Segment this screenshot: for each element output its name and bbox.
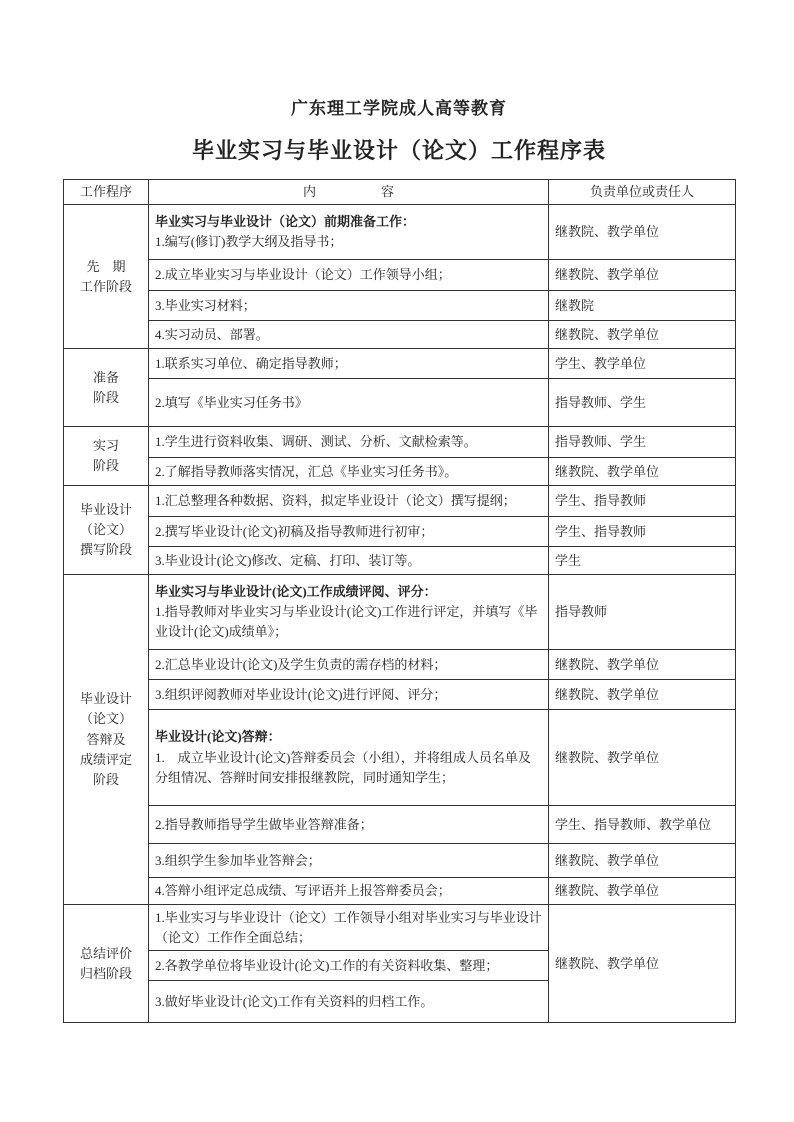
table-row (64, 878, 736, 905)
table-row (64, 905, 736, 951)
stage-line: 准备 (92, 369, 119, 385)
responsible-cell: 继教院、教学单位 (549, 458, 736, 486)
stage-line: 阶段 (92, 389, 119, 405)
table-row (64, 680, 736, 710)
responsible-cell-merged: 继教院、教学单位 (549, 905, 736, 1023)
stage-line: 阶段 (92, 771, 119, 787)
content-cell: 1.毕业实习与毕业设计（论文）工作领导小组对毕业实习与毕业设计（论文）工作作全面总结； (149, 905, 549, 951)
responsible-cell: 学生、指导教师 (549, 486, 736, 517)
table-row (64, 486, 736, 517)
procedure-table (63, 179, 736, 1023)
stage-line: （论文） (79, 522, 132, 538)
responsible-cell: 继教院、教学单位 (549, 650, 736, 680)
content-cell: 2.了解指导教师落实情况，汇总《毕业实习任务书》。 (149, 458, 549, 486)
stage-thesis-writing (64, 486, 149, 575)
content-cell: 2.填写《毕业实习任务书》 (149, 379, 549, 427)
table-row (64, 427, 736, 458)
content-cell (149, 205, 549, 260)
responsible-cell: 指导教师、学生 (549, 379, 736, 427)
stage-line: 撰写阶段 (79, 542, 132, 558)
content-cell: 4.答辩小组评定总成绩、写评语并上报答辩委员会； (149, 878, 549, 905)
stage-line: 阶段 (92, 458, 119, 474)
content-cell: 2.成立毕业实习与毕业设计（论文）工作领导小组； (149, 260, 549, 291)
content-cell: 2.汇总毕业设计(论文)及学生负责的需存档的材料； (149, 650, 549, 680)
content-cell: 1.学生进行资料收集、调研、测试、分析、文献检索等。 (149, 427, 549, 458)
table-row (64, 575, 736, 650)
content-cell: 2.指导教师指导学生做毕业答辩准备； (149, 806, 549, 844)
stage-line: 总结评价 (79, 945, 132, 961)
table-row (64, 844, 736, 878)
stage-line: 毕业设计 (79, 501, 132, 517)
table-row (64, 458, 736, 486)
responsible-cell: 继教院 (549, 291, 736, 321)
table-header-row (64, 180, 736, 205)
content-cell: 2.撰写毕业设计(论文)初稿及指导教师进行初审； (149, 517, 549, 547)
table-row (64, 517, 736, 547)
responsible-cell: 继教院、教学单位 (549, 680, 736, 710)
content-cell: 1.联系实习单位、确定指导教师； (149, 349, 549, 379)
table-row (64, 710, 736, 806)
responsible-cell: 指导教师 (549, 575, 736, 650)
table-row (64, 205, 736, 260)
stage-internship (64, 427, 149, 486)
responsible-cell: 继教院、教学单位 (549, 205, 736, 260)
stage-preparation (64, 349, 149, 427)
stage-line: 实习 (92, 438, 119, 453)
stage-line: 成绩评定 (79, 751, 132, 767)
table-row (64, 806, 736, 844)
table-row (64, 547, 736, 575)
table-row (64, 349, 736, 379)
content-cell: 3.毕业实习材料； (149, 291, 549, 321)
content-cell: 1.汇总整理各种数据、资料，拟定毕业设计（论文）撰写提纲； (149, 486, 549, 517)
stage-line: （论文） (79, 711, 132, 727)
content-text: 1.编写(修订)教学大纲及指导书； (155, 234, 343, 250)
stage-line: 先 期 (86, 258, 126, 274)
column-header-content: 内 容 (149, 180, 549, 205)
responsible-cell: 继教院、教学单位 (549, 878, 736, 905)
column-header-procedure: 工作程序 (64, 180, 149, 205)
content-bold-heading: 毕业实习与毕业设计（论文）前期准备工作： (155, 214, 416, 229)
responsible-cell: 学生 (549, 547, 736, 575)
page-title: 毕业实习与毕业设计（论文）工作程序表 (191, 138, 606, 163)
stage-line: 工作阶段 (79, 278, 132, 294)
table-row (64, 321, 736, 349)
responsible-cell: 继教院、教学单位 (549, 844, 736, 878)
content-cell (149, 575, 549, 650)
responsible-cell: 继教院、教学单位 (549, 321, 736, 349)
responsible-cell: 继教院、教学单位 (549, 260, 736, 291)
stage-line: 答辩及 (86, 731, 126, 747)
table-row (64, 260, 736, 291)
content-cell: 3.组织评阅教师对毕业设计(论文)进行评阅、评分； (149, 680, 549, 710)
stage-early-period (64, 205, 149, 349)
stage-line: 毕业设计 (79, 691, 132, 707)
content-cell: 3.做好毕业设计(论文)工作有关资料的归档工作。 (149, 981, 549, 1023)
responsible-cell: 指导教师、学生 (549, 427, 736, 458)
content-bold-heading: 毕业设计(论文)答辩： (155, 729, 281, 745)
content-cell: 2.各教学单位将毕业设计(论文)工作的有关资料收集、整理； (149, 951, 549, 981)
content-text: 1. 成立毕业设计(论文)答辩委员会（小组），并将组成人员名单及分组情况、答辩时间安排报继教院，同时通知学生； (155, 749, 531, 785)
content-text: 1.指导教师对毕业实习与毕业设计(论文)工作进行评定，并填写《毕业设计(论文)成绩单》； (155, 604, 538, 640)
doc-subtitle: 广东理工学院成人高等教育 (291, 99, 507, 118)
table-row (64, 379, 736, 427)
column-header-responsible: 负责单位或责任人 (549, 180, 736, 205)
responsible-cell: 学生、教学单位 (549, 349, 736, 379)
content-bold-heading: 毕业实习与毕业设计(论文)工作成绩评阅、评分： (155, 583, 437, 599)
responsible-cell: 继教院、教学单位 (549, 710, 736, 806)
content-cell: 3.组织学生参加毕业答辩会； (149, 844, 549, 878)
responsible-cell: 学生、指导教师 (549, 517, 736, 547)
content-cell: 4.实习动员、部署。 (149, 321, 549, 349)
stage-summary-archive (64, 905, 149, 1023)
stage-defense-grading (64, 575, 149, 905)
table-row (64, 291, 736, 321)
content-cell: 3.毕业设计(论文)修改、定稿、打印、装订等。 (149, 547, 549, 575)
table-row (64, 650, 736, 680)
content-cell (149, 710, 549, 806)
stage-line: 归档阶段 (79, 965, 132, 981)
responsible-cell: 学生、指导教师、教学单位 (549, 806, 736, 844)
